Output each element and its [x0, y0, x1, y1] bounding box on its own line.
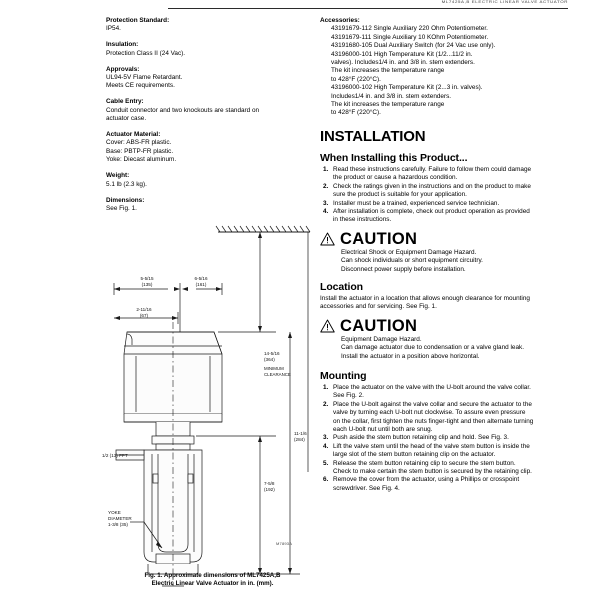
dim-fpt-label: 1/2 (13) FPT — [102, 453, 128, 458]
step-number: 4. — [323, 207, 329, 215]
step-number: 5. — [323, 459, 329, 467]
caution-line: Equipment Damage Hazard. — [341, 335, 422, 343]
caution-word: CAUTION — [340, 229, 418, 248]
spec-line: 5.1 lb (2.3 kg). — [106, 180, 147, 188]
dim-height-total-mm: (284) — [294, 437, 305, 442]
instruction-step — [320, 208, 534, 225]
dim-width-right-mm: (161) — [195, 282, 207, 287]
spec-line: Conduit connector and two knockouts are standard on — [106, 106, 260, 114]
step-text: Read these instructions carefully. Failure to follow them could damage the product or cause a hazardous condition. — [333, 165, 532, 182]
step-number: 1. — [323, 383, 329, 391]
figure-code: M7893A — [276, 541, 293, 546]
location-body: Install the actuator in a location that allows enough clearance for mounting accessories and for servicing. See Fig. 1. — [320, 294, 530, 311]
location-heading: Location — [320, 280, 363, 293]
step-text: Release the stem button retaining clip to secure the stem button. Check to make certain the stem button is secured by the retaining clip. — [333, 459, 532, 476]
caution-line: Disconnect power supply before installation. — [341, 265, 466, 273]
dim-height-body-in: 7-5/8 — [264, 481, 275, 486]
accessory-item: 43191679-112 Single Auxiliary 220 Ohm Potentiometer. — [331, 25, 488, 33]
spec-title: Insulation: — [106, 41, 139, 49]
step-text: Lift the valve stem until the head of the valve stem button is inside the large slot of the stem button retaining clip on the actuator. — [333, 442, 530, 459]
dim-height-total-in: 11-1/6 — [294, 431, 307, 436]
accessories-list — [320, 25, 534, 117]
accessory-item: valves). Includes1/4 in. and 3/8 in. stem extenders. — [331, 59, 475, 67]
dim-width-left-mm: (135) — [141, 282, 153, 287]
spec-line: IP54. — [106, 25, 121, 33]
dim-width-left-in: 5-5/15 — [140, 276, 154, 281]
caution-body — [320, 336, 534, 361]
accessory-item: Includes1/4 in. and 3/8 in. stem extenders. — [331, 92, 452, 100]
instruction-step — [320, 476, 534, 493]
dim-offset-in: 2-11/16 — [136, 307, 152, 312]
accessory-item: 43196000-102 High Temperature Kit (2...3 in. valves). — [331, 84, 483, 92]
step-text: After installation is complete, check out product operation as provided in these instructions. — [333, 207, 530, 224]
spec-block — [106, 41, 294, 58]
caution-header — [320, 231, 534, 248]
when-installing-steps — [320, 166, 534, 225]
step-number: 2. — [323, 182, 329, 190]
spec-block — [106, 98, 294, 123]
accessory-item: 43196000-101 High Temperature Kit (1/2...11/2 in. — [331, 50, 473, 58]
when-installing-heading: When Installing this Product... — [320, 151, 468, 164]
step-number: 6. — [323, 476, 329, 484]
spec-title: Actuator Material: — [106, 131, 161, 139]
spec-line: Protection Class II (24 Vac). — [106, 49, 186, 57]
figure-caption-line-2: Electric Linear Valve Actuator in in. (mm). — [151, 580, 274, 588]
yoke-label-3: 1-3/8 (35) — [108, 522, 128, 527]
dim-offset-mm: (67) — [139, 313, 149, 318]
spec-line: See Fig. 1. — [106, 204, 137, 212]
caution-body — [320, 249, 534, 274]
accessory-item: The kit increases the temperature range — [331, 67, 445, 75]
spec-title: Dimensions: — [106, 196, 145, 204]
step-text: Check the ratings given in the instructions and on the product to make sure the product is suitable for your application. — [333, 182, 531, 199]
step-number: 4. — [323, 442, 329, 450]
figure-caption-line-1: Fig. 1. Approximate dimensions of ML7425A,B — [144, 572, 281, 579]
dim-clearance-in: 14-5/16 — [264, 351, 280, 356]
yoke-label-1: YOKE — [108, 510, 121, 515]
accessory-item: 43191680-105 Dual Auxiliary Switch (for 24 Vac use only). — [331, 42, 496, 50]
instruction-step — [320, 384, 534, 401]
spec-title: Cable Entry: — [106, 98, 144, 106]
caution-header — [320, 318, 534, 335]
mounting-steps — [320, 384, 534, 493]
step-text: Installer must be a trained, experienced service technician. — [333, 199, 500, 207]
instruction-step — [320, 200, 534, 208]
step-text: Place the actuator on the valve with the U-bolt around the valve collar. See Fig. 2. — [333, 383, 531, 400]
caution-line: Install the actuator in a position above horizontal. — [341, 352, 480, 360]
mounting-heading: Mounting — [320, 369, 367, 382]
step-text: Remove the cover from the actuator, using a Phillips or crosspoint screwdriver. See Fig. 4. — [333, 476, 520, 492]
spec-line: Cover: ABS-FR plastic. — [106, 139, 172, 147]
step-text: Place the U-bolt against the valve collar and secure the actuator to the valve by turning each U-bolt nut clockwise. To assure even pressure on the collar, first tighten the nuts finger-tight and then alternate turning each U-bolt nut until both are snug. — [333, 400, 534, 433]
dim-width-right-in: 6-5/16 — [194, 276, 208, 281]
spec-block — [106, 17, 294, 34]
spec-line: actuator case. — [106, 115, 147, 123]
caution-electrical-shock — [320, 231, 534, 274]
caution-line: Electrical Shock or Equipment Damage Hazard. — [341, 248, 477, 256]
instruction-step — [320, 401, 534, 435]
caution-equipment-damage — [320, 318, 534, 361]
spec-line: UL94-5V Flame Retardant. — [106, 74, 183, 82]
step-text: Push aside the stem button retaining clip and hold. See Fig. 3. — [333, 434, 509, 442]
spec-block — [106, 172, 294, 189]
spec-block — [106, 197, 294, 214]
caution-line: Can shock individuals or short equipment circuitry. — [341, 257, 483, 265]
step-number: 1. — [323, 165, 329, 173]
running-header-text: ML7425A,B ELECTRIC LINEAR VALVE ACTUATOR — [441, 0, 568, 4]
dim-clearance-label-2: CLEARANCE — [264, 372, 291, 377]
instruction-step — [320, 166, 534, 183]
instruction-step — [320, 460, 534, 477]
spec-line: Yoke: Diecast aluminum. — [106, 156, 177, 164]
dim-height-body-mm: (192) — [264, 487, 275, 492]
caution-word: CAUTION — [340, 316, 418, 335]
installation-heading: INSTALLATION — [320, 127, 426, 145]
figure-caption — [100, 572, 325, 588]
spec-block — [106, 131, 294, 165]
yoke-label-2: DIAMETER — [108, 516, 132, 521]
spec-line: Base: PBTP-FR plastic. — [106, 147, 174, 155]
dim-clearance-label-1: MINIMUM — [264, 366, 284, 371]
instruction-step — [320, 434, 534, 442]
dim-clearance-mm: (364) — [264, 357, 275, 362]
step-number: 2. — [323, 400, 329, 408]
accessory-item: to 428°F (220°C). — [331, 109, 381, 117]
accessory-item: 43191679-111 Single Auxiliary 10 KOhm Potentiometer. — [331, 33, 489, 41]
spec-title: Approvals: — [106, 65, 140, 73]
instruction-step — [320, 183, 534, 200]
caution-line: Can damage actuator due to condensation or a valve gland leak. — [341, 344, 524, 352]
spec-line: Meets CE requirements. — [106, 82, 175, 90]
spec-title: Protection Standard: — [106, 17, 170, 24]
header-divider — [168, 8, 568, 9]
accessory-item: The kit increases the temperature range — [331, 101, 445, 109]
accessories-title: Accessories: — [320, 17, 360, 24]
specifications-list — [106, 17, 294, 213]
left-column — [106, 17, 294, 221]
step-number: 3. — [323, 199, 329, 207]
accessory-item: to 428°F (220°C). — [331, 75, 381, 83]
spec-block — [106, 66, 294, 91]
step-number: 3. — [323, 434, 329, 442]
instruction-step — [320, 443, 534, 460]
spec-title: Weight: — [106, 172, 130, 180]
right-column — [320, 17, 534, 493]
